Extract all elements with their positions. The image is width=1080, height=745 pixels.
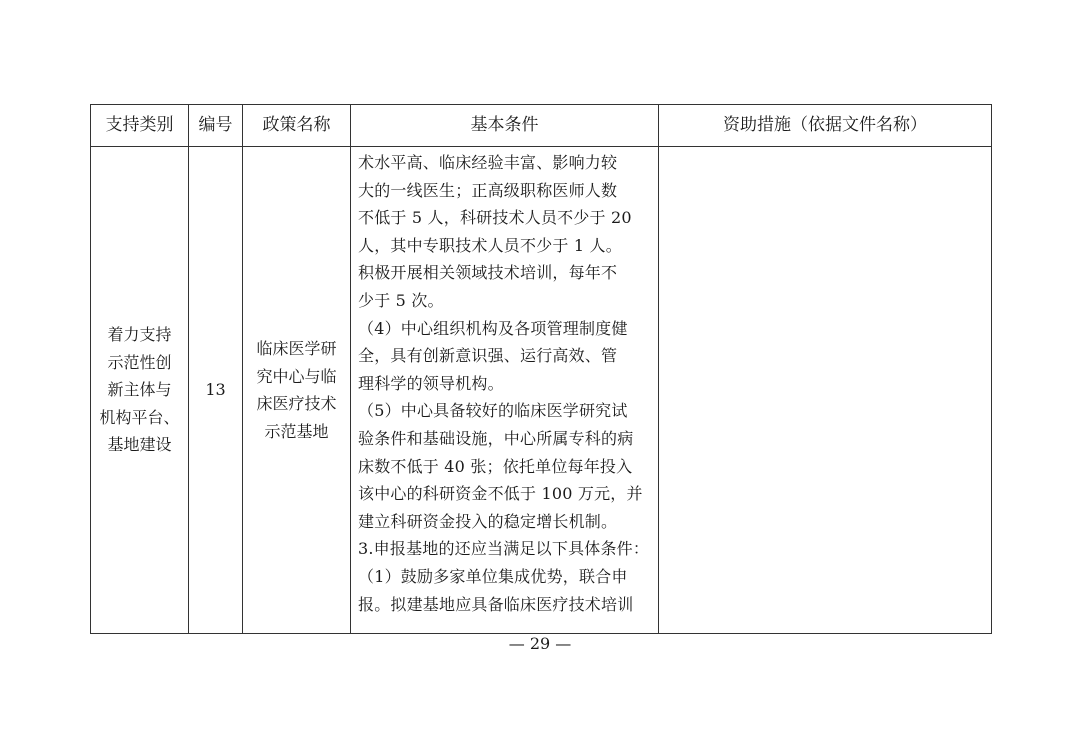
conditions-line: 积极开展相关领域技术培训，每年不	[358, 263, 618, 283]
conditions-line: 全，具有创新意识强、运行高效、管	[358, 346, 618, 366]
conditions-line: 理科学的领导机构。	[358, 373, 504, 393]
conditions-line: （1）鼓励多家单位集成优势，联合申	[358, 566, 628, 586]
conditions-line: 人，其中专职技术人员不少于 1 人。	[358, 235, 622, 255]
policy-name-line: 临床医学研	[256, 339, 337, 358]
conditions-line: 3.申报基地的还应当满足以下具体条件：	[358, 539, 650, 559]
policy-table	[90, 104, 992, 634]
category-line: 机构平台、	[99, 407, 180, 427]
category-line: 示范性创	[107, 352, 172, 372]
header-funding-measures: 资助措施（依据文件名称）	[659, 105, 992, 147]
header-support-category: 支持类别	[91, 105, 189, 147]
conditions-line: 报。拟建基地应具备临床医疗技术培训	[358, 594, 634, 614]
funding-cell	[659, 147, 992, 634]
conditions-line: 少于 5 次。	[358, 290, 444, 310]
category-line: 着力支持	[107, 325, 172, 345]
conditions-line: 床数不低于 40 张；依托单位每年投入	[358, 456, 633, 476]
number-cell: 13	[189, 147, 243, 634]
policy-name-cell	[243, 147, 351, 634]
header-policy-name: 政策名称	[243, 105, 351, 147]
conditions-line: （4）中心组织机构及各项管理制度健	[358, 318, 628, 338]
category-line: 基地建设	[107, 435, 172, 455]
conditions-line: 验条件和基础设施，中心所属专科的病	[358, 428, 634, 448]
table-row	[91, 147, 992, 634]
header-basic-conditions: 基本条件	[351, 105, 659, 147]
policy-name-line: 示范基地	[264, 421, 329, 441]
policy-name-line: 究中心与临	[256, 366, 337, 386]
page-number: — 29 —	[508, 634, 572, 653]
conditions-line: 不低于 5 人，科研技术人员不少于 20	[358, 208, 632, 228]
header-number: 编号	[189, 105, 243, 147]
category-line: 新主体与	[107, 380, 172, 400]
conditions-text	[351, 147, 658, 618]
conditions-line: 建立科研资金投入的稳定增长机制。	[358, 511, 618, 531]
conditions-line: 大的一线医生；正高级职称医师人数	[358, 180, 618, 200]
conditions-cell	[351, 147, 659, 634]
policy-name-line: 床医疗技术	[256, 394, 337, 413]
conditions-line: 术水平高、临床经验丰富、影响力较	[358, 153, 618, 172]
conditions-line: 该中心的科研资金不低于 100 万元，并	[358, 484, 643, 504]
table-header-row	[91, 105, 992, 147]
conditions-line: （5）中心具备较好的临床医学研究试	[358, 401, 628, 421]
category-cell	[91, 147, 189, 634]
